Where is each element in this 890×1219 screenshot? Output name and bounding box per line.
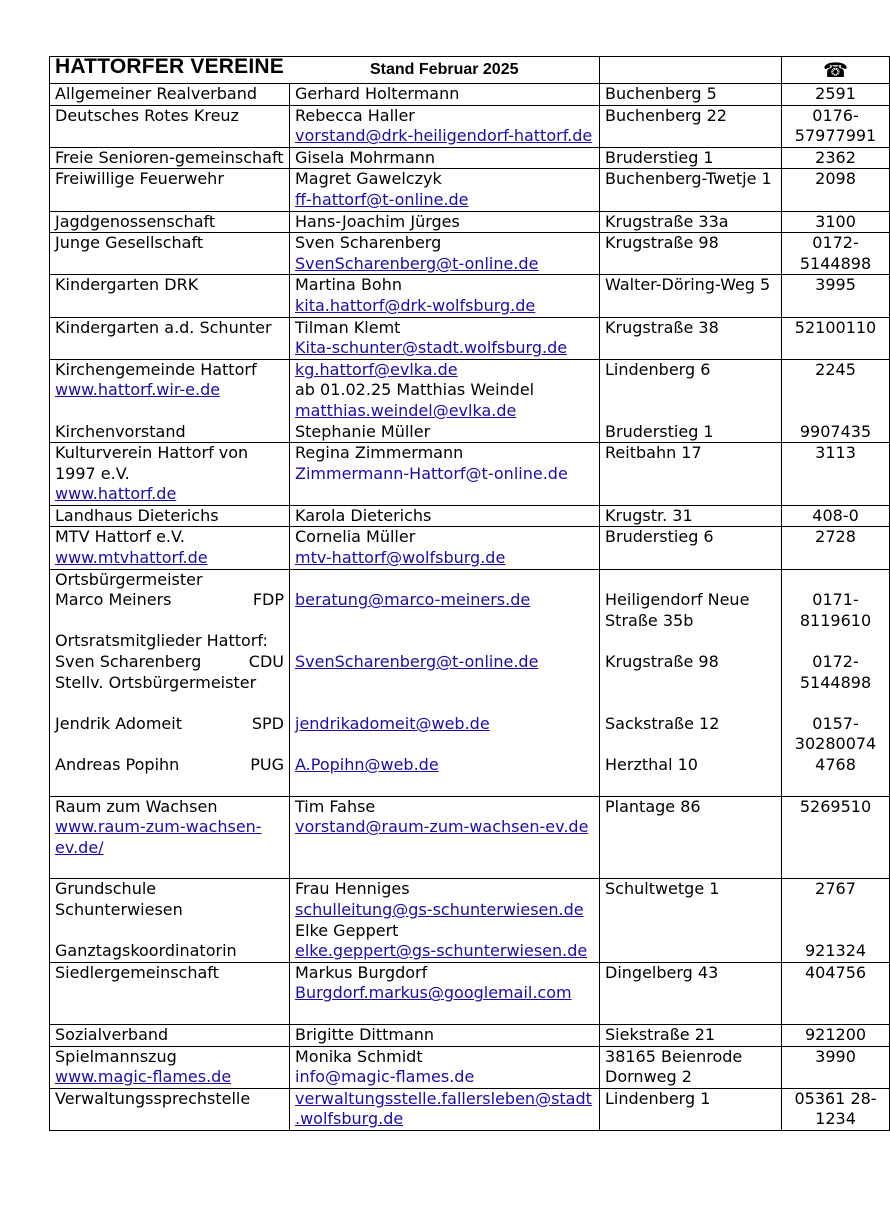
address: Schultwetge 1 bbox=[600, 879, 782, 962]
party-label: SPD bbox=[251, 713, 284, 733]
party-label: CDU bbox=[248, 652, 284, 672]
website-link[interactable]: www.hattorf.de bbox=[55, 484, 177, 504]
contact-cell bbox=[290, 879, 600, 962]
contact-person: Elke Geppert bbox=[295, 920, 399, 940]
phone-number: 404756 bbox=[782, 962, 890, 1024]
table-row bbox=[50, 569, 890, 796]
phone-number: 2728 bbox=[782, 527, 890, 569]
club-cell bbox=[50, 443, 290, 506]
email-link[interactable]: beratung@marco-meiners.de bbox=[295, 590, 531, 610]
email-link[interactable]: Kita-schunter@stadt.wolfsburg.de bbox=[295, 338, 568, 358]
phone-number: 52100110 bbox=[782, 317, 890, 359]
council-subtitle: Ortsratsmitglieder Hattorf: bbox=[55, 631, 268, 651]
club-name: Junge Gesellschaft bbox=[50, 233, 290, 275]
council-cell bbox=[50, 569, 290, 796]
address: Krugstraße 33a bbox=[600, 211, 782, 233]
contact-person: Stephanie Müller bbox=[295, 421, 431, 441]
address: Buchenberg-Twetje 1 bbox=[600, 169, 782, 211]
phone-number: 921324 bbox=[804, 941, 867, 961]
member-name: Marco Meiners bbox=[55, 590, 172, 610]
phone-number: 408-0 bbox=[782, 505, 890, 527]
email-text: info@magic-flames.de bbox=[295, 1067, 475, 1087]
contact-cell bbox=[290, 1088, 600, 1130]
email-link[interactable]: kg.hattorf@evlka.de bbox=[295, 359, 458, 379]
table-row bbox=[50, 105, 890, 147]
email-link[interactable]: elke.geppert@gs-schunterwiesen.de bbox=[295, 941, 588, 961]
address: Sackstraße 12 bbox=[605, 713, 720, 733]
contact-cell bbox=[290, 527, 600, 569]
email-link[interactable]: vorstand@drk-heiligendorf-hattorf.de bbox=[295, 126, 593, 146]
table-row bbox=[50, 443, 890, 506]
phone-number: 2098 bbox=[782, 169, 890, 211]
table-row bbox=[50, 796, 890, 879]
clubs-table bbox=[49, 56, 890, 1131]
table-row bbox=[50, 275, 890, 317]
email-link[interactable]: Burgdorf.markus@googlemail.com bbox=[295, 983, 572, 1003]
address: Walter-Döring-Weg 5 bbox=[600, 275, 782, 317]
email-link[interactable]: ff-hattorf@t-online.de bbox=[295, 189, 469, 209]
party-label: FDP bbox=[252, 590, 284, 610]
header-empty-cell bbox=[600, 57, 782, 84]
address: Krugstraße 98 bbox=[605, 652, 719, 672]
address: Buchenberg 5 bbox=[600, 84, 782, 106]
phone-number: 921200 bbox=[782, 1024, 890, 1046]
contact-person: Karola Dieterichs bbox=[290, 505, 600, 527]
phone-number: 2767 bbox=[815, 879, 856, 899]
contact-person: Gisela Mohrmann bbox=[290, 147, 600, 169]
address-cell bbox=[600, 569, 782, 796]
contact-cell bbox=[290, 275, 600, 317]
contact-person: Tim Fahse bbox=[295, 796, 376, 816]
phone-number: 3990 bbox=[782, 1046, 890, 1088]
website-link[interactable]: www.hattorf.wir-e.de bbox=[55, 380, 221, 400]
table-row bbox=[50, 879, 890, 962]
member-name: Jendrik Adomeit bbox=[55, 713, 182, 733]
member-role: Stellv. Ortsbürgermeister bbox=[55, 672, 257, 692]
contact-cell bbox=[290, 105, 600, 147]
address: Krugstraße 38 bbox=[600, 317, 782, 359]
email-link[interactable]: verwaltungsstelle.fallersleben@stadt.wolfsburg.de bbox=[295, 1088, 592, 1129]
header-row bbox=[50, 57, 890, 84]
contact-cell bbox=[290, 317, 600, 359]
contact-person: Brigitte Dittmann bbox=[290, 1024, 600, 1046]
address: Lindenberg 1 bbox=[600, 1088, 782, 1130]
member-name: Andreas Popihn bbox=[55, 755, 180, 774]
phone-number: 2362 bbox=[782, 147, 890, 169]
address: Krugstr. 31 bbox=[600, 505, 782, 527]
council-title: Ortsbürgermeister bbox=[55, 569, 203, 589]
contact-person: Cornelia Müller bbox=[295, 527, 416, 547]
address: Bruderstieg 6 bbox=[600, 527, 782, 569]
address: Reitbahn 17 bbox=[600, 443, 782, 506]
phone-number: 2591 bbox=[782, 84, 890, 106]
phone-number: 3113 bbox=[782, 443, 890, 506]
address: Bruderstieg 1 bbox=[605, 421, 714, 441]
contact-person: Frau Henniges bbox=[295, 879, 410, 899]
club-cell bbox=[50, 879, 290, 962]
club-subname: Kirchenvorstand bbox=[55, 421, 186, 441]
club-name: Freiwillige Feuerwehr bbox=[50, 169, 290, 211]
club-cell bbox=[50, 527, 290, 569]
website-link[interactable]: www.magic-flames.de bbox=[55, 1067, 232, 1087]
club-name: Jagdgenossenschaft bbox=[50, 211, 290, 233]
contact-person: Sven Scharenberg bbox=[295, 233, 442, 253]
email-link[interactable]: mtv-hattorf@wolfsburg.de bbox=[295, 548, 506, 568]
club-cell bbox=[50, 1046, 290, 1088]
club-name: Spielmannszug bbox=[55, 1046, 177, 1066]
table-row bbox=[50, 211, 890, 233]
email-link[interactable]: matthias.weindel@evlka.de bbox=[295, 400, 517, 420]
address: Krugstraße 98 bbox=[600, 233, 782, 275]
website-link[interactable]: www.mtvhattorf.de bbox=[55, 548, 208, 568]
contact-person: Markus Burgdorf bbox=[295, 962, 428, 982]
club-name: Deutsches Rotes Kreuz bbox=[50, 105, 290, 147]
club-name: Raum zum Wachsen bbox=[55, 796, 218, 816]
website-link[interactable]: www.raum-zum-wachsen-ev.de/ bbox=[55, 817, 262, 857]
phone-cell bbox=[782, 569, 890, 796]
contact-cell bbox=[290, 233, 600, 275]
table-row bbox=[50, 962, 890, 1024]
phone-number: 0171-8119610 bbox=[799, 590, 872, 630]
phone-icon: ☎ bbox=[823, 58, 848, 82]
contact-cell bbox=[290, 359, 600, 442]
phone-number: 05361 28-1234 bbox=[782, 1088, 890, 1130]
email-link[interactable]: SvenScharenberg@t-online.de bbox=[295, 652, 539, 672]
member-name: Sven Scharenberg bbox=[55, 652, 202, 672]
phone-number: 0172-5144898 bbox=[799, 652, 872, 692]
phone-cell bbox=[782, 879, 890, 962]
header-title-cell bbox=[50, 57, 600, 84]
email-link[interactable]: kita.hattorf@drk-wolfsburg.de bbox=[295, 295, 536, 315]
email-text: Zimmermann-Hattorf@t-online.de bbox=[295, 463, 568, 483]
club-name: Kulturverein Hattorf von 1997 e.V. bbox=[55, 443, 249, 483]
email-link[interactable]: jendrikadomeit@web.de bbox=[295, 713, 490, 733]
address: Dingelberg 43 bbox=[600, 962, 782, 1024]
table-row bbox=[50, 1088, 890, 1130]
club-name: Kindergarten DRK bbox=[50, 275, 290, 317]
table-row bbox=[50, 169, 890, 211]
table-row bbox=[50, 527, 890, 569]
address: Herzthal 10 bbox=[605, 755, 698, 774]
club-name: Freie Senioren-gemeinschaft bbox=[50, 147, 290, 169]
club-name: Siedlergemeinschaft bbox=[50, 962, 290, 1024]
phone-cell bbox=[782, 359, 890, 442]
table-row bbox=[50, 147, 890, 169]
contact-cell bbox=[290, 962, 600, 1024]
phone-number: 3100 bbox=[782, 211, 890, 233]
contact-cell bbox=[290, 796, 600, 879]
header-phone-cell bbox=[782, 57, 890, 84]
club-name: Verwaltungssprechstelle bbox=[50, 1088, 290, 1130]
club-name: Landhaus Dieterichs bbox=[50, 505, 290, 527]
contact-person: Hans-Joachim Jürges bbox=[290, 211, 600, 233]
club-cell bbox=[50, 796, 290, 879]
club-cell bbox=[50, 359, 290, 442]
email-link[interactable]: vorstand@raum-zum-wachsen-ev.de bbox=[295, 817, 589, 837]
contact-person: Rebecca Haller bbox=[295, 105, 415, 125]
contact-cell bbox=[290, 443, 600, 506]
phone-number: 0176-57977991 bbox=[782, 105, 890, 147]
contact-person: Regina Zimmermann bbox=[295, 443, 464, 463]
party-label: PUG bbox=[250, 755, 284, 774]
club-name: Allgemeiner Realverband bbox=[50, 84, 290, 106]
page-title: HATTORFER VEREINE bbox=[55, 55, 284, 78]
address: Bruderstieg 1 bbox=[600, 147, 782, 169]
contact-person: Magret Gawelczyk bbox=[295, 169, 442, 189]
address: Siekstraße 21 bbox=[600, 1024, 782, 1046]
address-cell bbox=[600, 359, 782, 442]
contact-person: Monika Schmidt bbox=[295, 1046, 423, 1066]
contact-person: Gerhard Holtermann bbox=[290, 84, 600, 106]
contact-note: ab 01.02.25 Matthias Weindel bbox=[295, 380, 535, 400]
address: Buchenberg 22 bbox=[600, 105, 782, 147]
phone-number: 4768 bbox=[815, 755, 856, 774]
email-link[interactable]: schulleitung@gs-schunterwiesen.de bbox=[295, 899, 584, 919]
address: Lindenberg 6 bbox=[605, 359, 711, 379]
table-row bbox=[50, 84, 890, 106]
contact-person: Martina Bohn bbox=[295, 275, 402, 295]
phone-number: 5269510 bbox=[782, 796, 890, 879]
contact-cell bbox=[290, 569, 600, 796]
address: Plantage 86 bbox=[600, 796, 782, 879]
table-row bbox=[50, 359, 890, 442]
table-row bbox=[50, 505, 890, 527]
club-name: Kirchengemeinde Hattorf bbox=[55, 359, 257, 379]
contact-cell bbox=[290, 169, 600, 211]
phone-number: 0157-30280074 bbox=[794, 713, 877, 754]
club-name: MTV Hattorf e.V. bbox=[55, 527, 185, 547]
status-date: Stand Februar 2025 bbox=[370, 61, 519, 78]
address: Heiligendorf Neue Straße 35b bbox=[605, 590, 750, 630]
phone-number: 9907435 bbox=[799, 421, 872, 441]
email-link[interactable]: A.Popihn@web.de bbox=[295, 755, 439, 774]
table-row bbox=[50, 317, 890, 359]
phone-number: 2245 bbox=[815, 359, 856, 379]
contact-cell bbox=[290, 1046, 600, 1088]
club-name: Sozialverband bbox=[50, 1024, 290, 1046]
club-subname: Ganztagskoordinatorin bbox=[55, 941, 237, 961]
phone-number: 3995 bbox=[782, 275, 890, 317]
table-row bbox=[50, 1024, 890, 1046]
table-row bbox=[50, 1046, 890, 1088]
address: 38165 Beienrode Dornweg 2 bbox=[600, 1046, 782, 1088]
club-name: Grundschule Schunterwiesen bbox=[55, 879, 183, 919]
contact-person: Tilman Klemt bbox=[295, 317, 401, 337]
email-link[interactable]: SvenScharenberg@t-online.de bbox=[295, 253, 539, 273]
table-row bbox=[50, 233, 890, 275]
club-name: Kindergarten a.d. Schunter bbox=[50, 317, 290, 359]
phone-number: 0172-5144898 bbox=[782, 233, 890, 275]
